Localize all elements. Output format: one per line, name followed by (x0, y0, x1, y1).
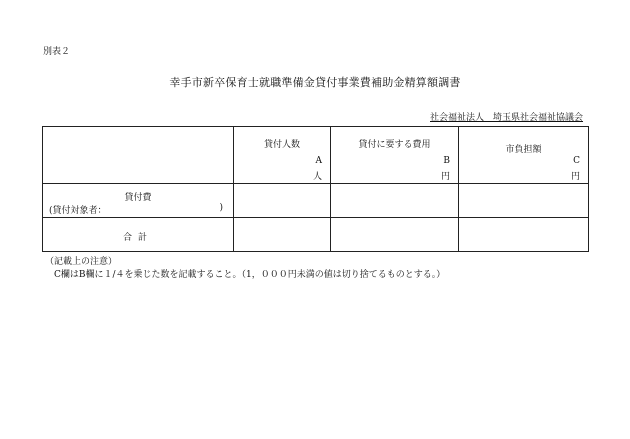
total-row-label: 合計 (122, 233, 153, 243)
column-label-loan-count: 貸付人数 (263, 140, 300, 150)
column-unit-a: 人 (312, 172, 322, 182)
loan-cost-cell[interactable] (331, 184, 459, 218)
column-letter-b: B (443, 156, 450, 166)
notes-text: C欄はB欄に１/４を乗じた数を記載すること。（1，０００円未満の値は切り捨てるものとする。） (54, 270, 446, 280)
loan-target-close: ) (219, 203, 223, 213)
loan-count-cell[interactable] (234, 184, 331, 218)
total-count-cell[interactable] (234, 218, 331, 252)
loan-row (43, 184, 589, 218)
organization-name: 社会福祉法人 埼玉県社会福祉協議会 (430, 113, 584, 123)
loan-city-share-cell[interactable] (459, 184, 589, 218)
total-cost-cell[interactable] (331, 218, 459, 252)
column-label-loan-cost: 貸付に要する費用 (358, 140, 431, 150)
header-empty-cell (43, 127, 234, 184)
total-label-cell (43, 218, 234, 252)
column-unit-c: 円 (570, 172, 580, 182)
total-city-share-cell[interactable] (459, 218, 589, 252)
notes-heading: （記載上の注意） (45, 257, 118, 267)
header-row (43, 127, 589, 184)
loan-row-label: 貸付費 (124, 193, 152, 203)
loan-target-label: (貸付対象者： (49, 206, 107, 216)
header-cell-loan-count (234, 127, 331, 184)
settlement-table (42, 126, 589, 252)
header-cell-loan-cost (331, 127, 459, 184)
header-cell-city-share (459, 127, 589, 184)
total-row (43, 218, 589, 252)
appendix-label: 別表２ (43, 47, 71, 57)
column-letter-c: C (573, 156, 580, 166)
loan-label-cell (43, 184, 234, 218)
column-unit-b: 円 (440, 172, 450, 182)
column-letter-a: A (315, 156, 322, 166)
column-label-city-share: 市負担額 (505, 145, 542, 155)
document-title: 幸手市新卒保育士就職準備金貸付事業費補助金精算額調書 (169, 76, 461, 89)
